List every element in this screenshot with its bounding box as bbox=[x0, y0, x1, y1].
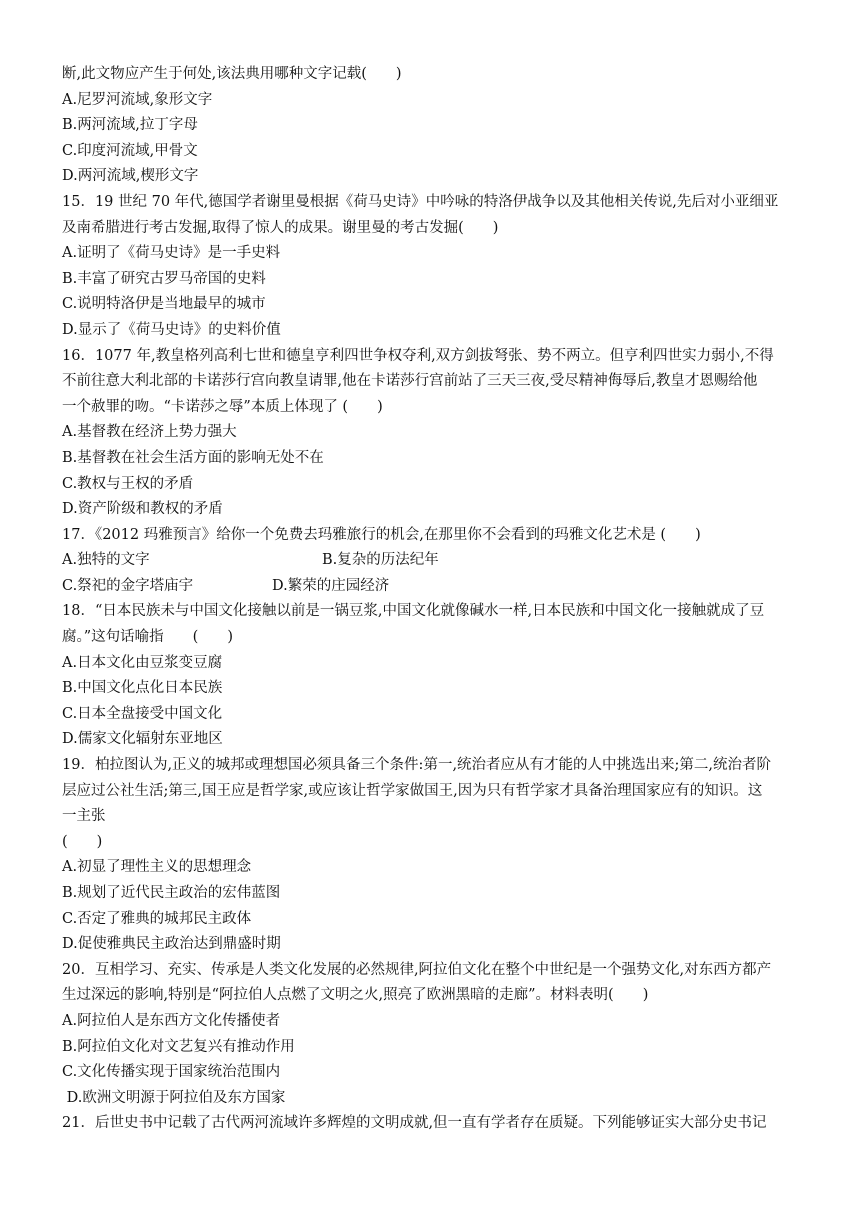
option-c: C.否定了雅典的城邦民主政体 bbox=[62, 910, 252, 927]
option-c: C.祭祀的金字塔庙宇 bbox=[62, 577, 194, 594]
option-a: A.独特的文字 bbox=[62, 552, 150, 569]
question-18-stem: 18．“日本民族未与中国文化接触以前是一锅豆浆,中国文化就像碱水一样,日本民族和中国文化一接触就成了豆 bbox=[62, 603, 765, 620]
option-a: A.初显了理性主义的思想理念 bbox=[62, 859, 252, 876]
question-16-stem: 16．1077 年,教皇格列高利七世和德皇亨利四世争权夺利,双方剑拔弩张、势不两立。但亨利四世实力弱小,不得 bbox=[62, 347, 774, 364]
option-d: D.两河流域,楔形文字 bbox=[62, 168, 199, 185]
option-a: A.基督教在经济上势力强大 bbox=[62, 424, 237, 441]
question-stem: 断,此文物应产生于何处,该法典用哪种文字记载( ) bbox=[62, 66, 402, 82]
options-row bbox=[62, 548, 802, 574]
option-d: D.繁荣的庄园经济 bbox=[272, 577, 390, 594]
option-a: A.阿拉伯人是东西方文化传播使者 bbox=[62, 1012, 281, 1029]
option-c: C.印度河流域,甲骨文 bbox=[62, 142, 198, 159]
option-b: B.复杂的历法纪年 bbox=[322, 552, 439, 569]
option-b: B.基督教在社会生活方面的影响无处不在 bbox=[62, 449, 324, 466]
option-b: B.中国文化点化日本民族 bbox=[62, 680, 223, 697]
option-d: D.欧洲文明源于阿拉伯及东方国家 bbox=[62, 1089, 286, 1106]
answer-blank: ( ) bbox=[62, 833, 103, 850]
option-a: A.尼罗河流域,象形文字 bbox=[62, 91, 213, 108]
option-a: A.日本文化由豆浆变豆腐 bbox=[62, 654, 223, 671]
option-c: C.教权与王权的矛盾 bbox=[62, 475, 194, 492]
option-b: B.丰富了研究古罗马帝国的史料 bbox=[62, 270, 266, 287]
option-a: A.证明了《荷马史诗》是一手史料 bbox=[62, 245, 281, 262]
option-d: D.资产阶级和教权的矛盾 bbox=[62, 501, 223, 518]
option-d: D.显示了《荷马史诗》的史料价值 bbox=[62, 321, 281, 338]
question-20-stem-cont: 生过深远的影响,特别是“阿拉伯人点燃了文明之火,照亮了欧洲黑暗的走廊”。材料表明( ) bbox=[62, 987, 649, 1004]
question-20-stem: 20．互相学习、充实、传承是人类文化发展的必然规律,阿拉伯文化在整个中世纪是一个强势文化,对东西方都产 bbox=[62, 961, 772, 978]
question-16-stem-cont: 一个赦罪的吻。“卡诺莎之辱”本质上体现了 ( ) bbox=[62, 398, 383, 415]
question-17-stem: 17．《2012 玛雅预言》给你一个免费去玛雅旅行的机会,在那里你不会看到的玛雅文化艺术是 ( ) bbox=[62, 526, 701, 543]
question-19-stem: 19．柏拉图认为,正义的城邦或理想国必须具备三个条件:第一,统治者应从有才能的人中挑选出来;第二,统治者阶 bbox=[62, 757, 772, 774]
options-row bbox=[62, 574, 802, 600]
question-15-stem-cont: 及南希腊进行考古发掘,取得了惊人的成果。谢里曼的考古发掘( ) bbox=[62, 219, 499, 236]
exam-page bbox=[62, 62, 802, 1137]
option-c: C.说明特洛伊是当地最早的城市 bbox=[62, 296, 266, 313]
option-b: B.两河流域,拉丁字母 bbox=[62, 117, 198, 134]
option-b: B.规划了近代民主政治的宏伟蓝图 bbox=[62, 885, 281, 901]
question-19-stem-cont: 层应过公社生活;第三,国王应是哲学家,或应该让哲学家做国王,因为只有哲学家才具备治理国家应有的知识。这 bbox=[62, 782, 763, 799]
question-15-stem: 15．19 世纪 70 年代,德国学者谢里曼根据《荷马史诗》中吟咏的特洛伊战争以及其他相关传说,先后对小亚细亚 bbox=[62, 193, 779, 210]
option-c: C.日本全盘接受中国文化 bbox=[62, 705, 223, 722]
question-21-stem: 21．后世史书中记载了古代两河流域许多辉煌的文明成就,但一直有学者存在质疑。下列能够证实大部分史书记 bbox=[62, 1115, 767, 1132]
question-19-stem-cont: 一主张 bbox=[62, 808, 106, 825]
option-d: D.促使雅典民主政治达到鼎盛时期 bbox=[62, 936, 281, 953]
question-16-stem-cont: 不前往意大利北部的卡诺莎行宫向教皇请罪,他在卡诺莎行宫前站了三天三夜,受尽精神侮辱后,教皇才恩赐给他 bbox=[62, 373, 758, 390]
option-b: B.阿拉伯文化对文艺复兴有推动作用 bbox=[62, 1038, 295, 1055]
question-18-stem-cont: 腐。”这句话喻指 ( ) bbox=[62, 629, 233, 646]
option-c: C.文化传播实现于国家统治范围内 bbox=[62, 1064, 281, 1081]
option-d: D.儒家文化辐射东亚地区 bbox=[62, 731, 223, 748]
